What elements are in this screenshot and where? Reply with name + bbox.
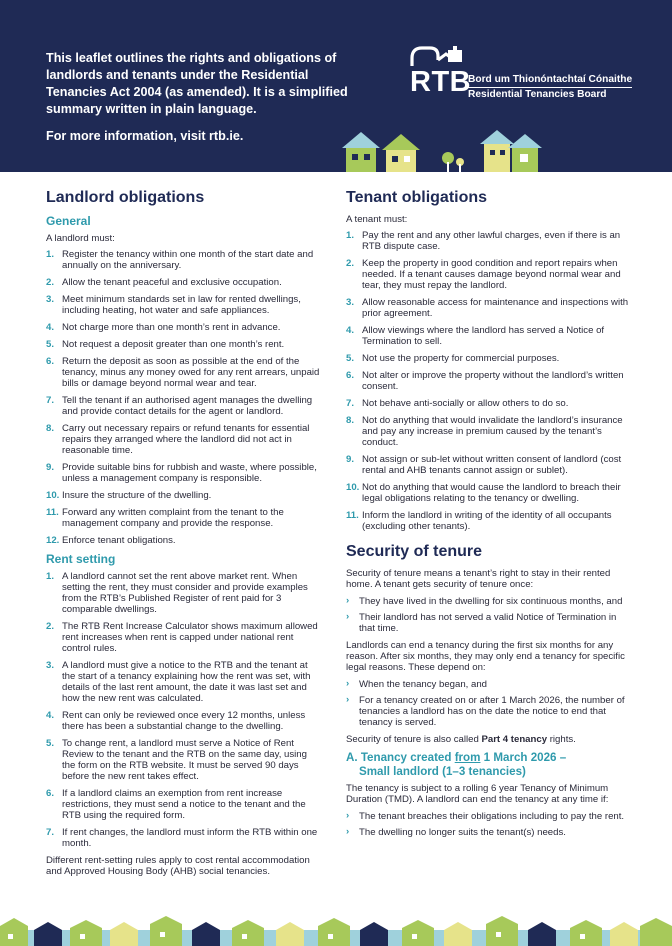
general-heading: General [46, 214, 91, 228]
list-item: 11. Forward any written complaint from the tenant to the management company and provide the response. [46, 507, 284, 529]
list-item: 3. Allow reasonable access for maintenance and inspections with prior agreement. [346, 297, 629, 319]
chevron-right-icon: › [346, 826, 350, 837]
rent-setting-list [46, 571, 322, 849]
list-item: 2. Allow the tenant peaceful and exclusive occupation. [46, 277, 282, 288]
list-item: 7. Tell the tenant if an authorised agent manages the dwelling and provide contact details for the agent or landlord. [46, 395, 313, 417]
list-item: › The tenant breaches their obligations including to pay the rent. [346, 810, 625, 822]
tenant-obligations-title: Tenant obligations [346, 189, 488, 206]
rent-setting-heading: Rent setting [46, 552, 116, 566]
list-item: › For a tenancy created on or after 1 March 2026, the number of tenancies a landlord has on the date the notice to end that tenancy is served. [346, 694, 625, 728]
security-of-tenure-title: Security of tenure [346, 543, 483, 560]
chevron-right-icon: › [346, 694, 350, 705]
tmd-reasons-list [346, 811, 632, 838]
list-item: 1. A landlord cannot set the rent above market rent. When setting the rent, they must consider and provide examples from the RTB’s Published Register of rent paid for 3 comparable dwellings. [46, 571, 308, 615]
landlord-general-list [46, 249, 322, 546]
list-item: 3. A landlord must give a notice to the RTB and the tenant at the start of a tenancy explaining how the rent was set, with details of the last rent amount, the date it was last set and how the new rent was calculated. [46, 660, 311, 704]
footer-houses-strip [0, 916, 672, 946]
tenancy-created-heading: A. Tenancy created from 1 March 2026 – Small landlord (1–3 tenancies) [346, 751, 567, 778]
list-item: 1. Register the tenancy within one month of the start date and annually on the anniversary. [46, 249, 314, 271]
list-item: 1. Pay the rent and any other lawful charges, even if there is an RTB dispute case. [346, 230, 621, 252]
list-item: 4. Rent can only be reviewed once every 12 months, unless there has been a substantial change to the dwelling. [46, 710, 306, 732]
rent-setting-note: Different rent-setting rules apply to cost rental accommodation and Approved Housing Body (AHB) social tenancies. [46, 855, 310, 877]
tenant-obligations-list [346, 230, 632, 532]
security-depends: Landlords can end a tenancy during the first six months for any reason. After six months, they may only end a tenancy for specific legal reasons. These depend on: [346, 640, 625, 673]
list-item: 5. To change rent, a landlord must serve a Notice of Rent Review to the tenant and the RTB on the same day, using the form on the RTB website. It must be served 90 days before the new rent takes effect. [46, 738, 307, 782]
list-item: 7. Not behave anti-socially or allow others to do so. [346, 398, 569, 409]
landlord-lead: A landlord must: [46, 233, 115, 244]
list-item: 10. Not do anything that would cause the landlord to breach their legal obligations relating to the tenancy or dwelling. [346, 482, 621, 504]
list-item: › The dwelling no longer suits the tenant(s) needs. [346, 826, 566, 838]
tenant-lead: A tenant must: [346, 214, 408, 225]
list-item: 5. Not use the property for commercial purposes. [346, 353, 560, 364]
list-item: 2. Keep the property in good condition and report repairs when needed. If a tenant causes damage beyond normal wear and tear, they must repay the landlord. [346, 258, 621, 291]
landlord-obligations-title: Landlord obligations [46, 189, 205, 206]
more-info-text: For more information, visit rtb.ie. [46, 129, 244, 143]
chevron-right-icon: › [346, 595, 350, 606]
list-item: 10. Insure the structure of the dwelling. [46, 490, 212, 501]
list-item: 3. Meet minimum standards set in law for rented dwellings, including heating, hot water and safe appliances. [46, 294, 301, 316]
list-item: 6. Return the deposit as soon as possible at the end of the tenancy, minus any money owed for any rent arrears, unpaid bills or damage beyond normal wear and tear. [46, 356, 320, 389]
security-intro: Security of tenure means a tenant’s right to stay in their rented home. A tenant gets security of tenure once: [346, 568, 611, 590]
header-banner [0, 0, 672, 172]
chevron-right-icon: › [346, 810, 350, 821]
tmd-text: The tenancy is subject to a rolling 6 year Tenancy of Minimum Duration (TMD). A landlord can end the tenancy at any time if: [346, 783, 609, 805]
list-item: 4. Not charge more than one month’s rent in advance. [46, 322, 281, 333]
intro-text: This leaflet outlines the rights and obligations of landlords and tenants under the Residential Tenancies Act 2004 (as amended). It is a simplified summary written in plain language. [46, 51, 348, 116]
rtb-logo [408, 44, 638, 104]
security-conditions-list [346, 596, 632, 634]
list-item: 8. Not do anything that would invalidate the landlord’s insurance and pay any increase in premium caused by the tenant’s conduct. [346, 415, 623, 448]
list-item: 11. Inform the landlord in writing of the identity of all occupants (excluding other tenants). [346, 510, 612, 532]
chevron-right-icon: › [346, 611, 350, 622]
security-factors-list [346, 679, 632, 728]
logo-english-name: Residential Tenancies Board [468, 89, 607, 100]
list-item: 8. Carry out necessary repairs or refund tenants for essential repairs they arranged where the landlord did not act in reasonable time. [46, 423, 310, 456]
list-item: 6. Not alter or improve the property without the landlord’s written consent. [346, 370, 624, 392]
logo-irish-name: Bord um Thionóntachtaí Cónaithe [468, 74, 632, 88]
list-item: 7. If rent changes, the landlord must inform the RTB within one month. [46, 827, 318, 849]
intro-text-block [46, 50, 366, 145]
list-item: › When the tenancy began, and [346, 678, 488, 690]
list-item: 6. If a landlord claims an exemption from rent increase restrictions, they must send a notice to the tenant and the RTB using the required form. [46, 788, 306, 821]
list-item: 4. Allow viewings where the landlord has served a Notice of Termination to sell. [346, 325, 605, 347]
list-item: 2. The RTB Rent Increase Calculator shows maximum allowed rent increases when rent is capped under national rent control rules. [46, 621, 318, 654]
chevron-right-icon: › [346, 678, 350, 689]
right-column [346, 188, 632, 844]
list-item: 9. Provide suitable bins for rubbish and waste, where possible, unless a management company is responsible. [46, 462, 317, 484]
left-column [46, 188, 322, 883]
list-item: 9. Not assign or sub-let without written consent of landlord (cost rental and AHB tenants cannot assign or sublet). [346, 454, 622, 476]
houses-illustration [340, 124, 560, 172]
list-item: › They have lived in the dwelling for six continuous months, and [346, 595, 623, 607]
list-item: › Their landlord has not served a valid Notice of Termination in that time. [346, 611, 617, 634]
logo-caption [468, 74, 632, 101]
logo-wordmark: RTB [410, 66, 472, 98]
part-4-note: Security of tenure is also called Part 4 tenancy rights. [346, 734, 576, 745]
list-item: 12. Enforce tenant obligations. [46, 535, 176, 546]
list-item: 5. Not request a deposit greater than one month’s rent. [46, 339, 285, 350]
